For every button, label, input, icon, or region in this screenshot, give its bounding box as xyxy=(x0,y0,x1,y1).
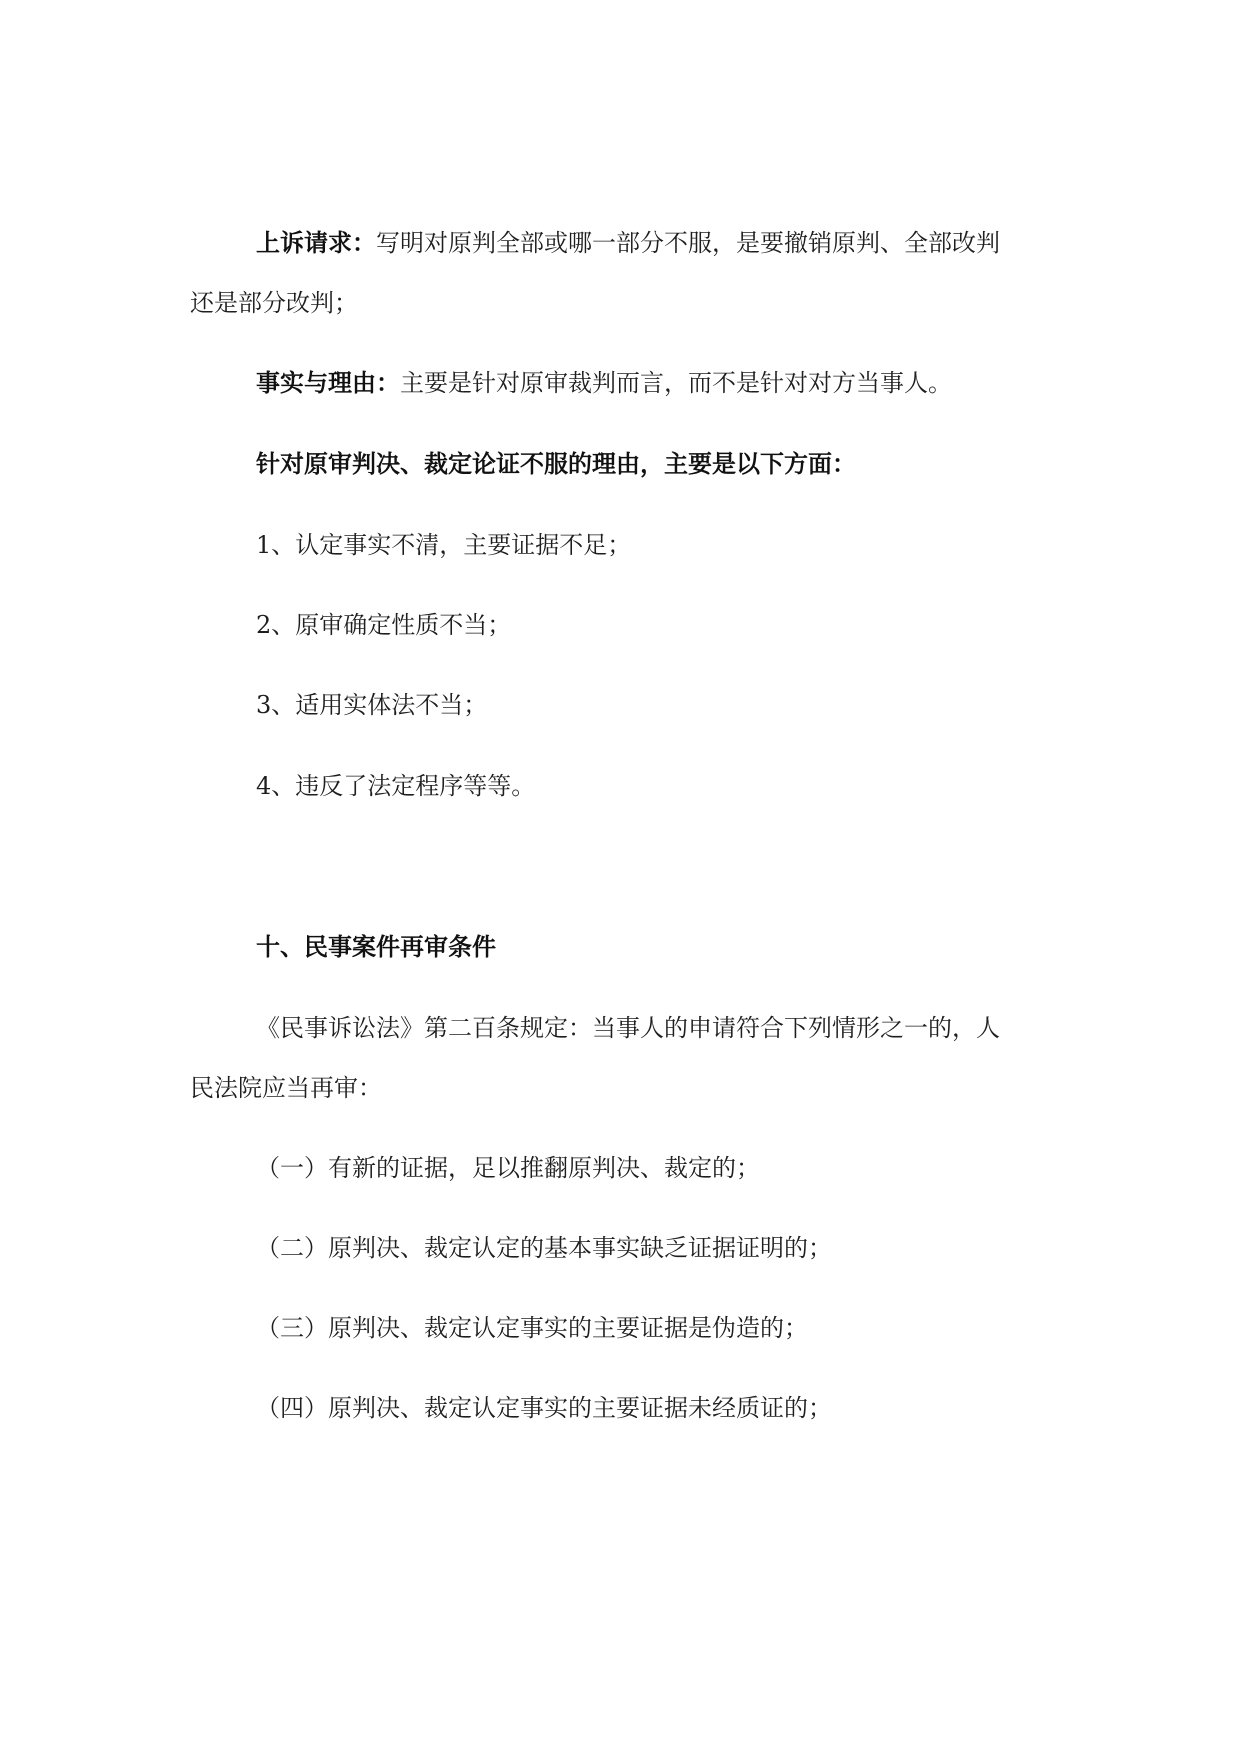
grounds-item-4: 4、违反了法定程序等等。 xyxy=(256,772,536,800)
facts-reasons-label: 事实与理由： xyxy=(256,369,400,397)
facts-reasons-text: 主要是针对原审裁判而言，而不是针对对方当事人。 xyxy=(400,369,952,397)
grounds-item-1: 1、认定事实不清，主要证据不足； xyxy=(256,531,632,559)
condition-item-3: （三）原判决、裁定认定事实的主要证据是伪造的； xyxy=(256,1314,808,1342)
appeal-request-line1 xyxy=(256,226,1000,260)
appeal-request-label: 上诉请求： xyxy=(256,229,376,257)
condition-item-2: （二）原判决、裁定认定的基本事实缺乏证据证明的； xyxy=(256,1234,832,1262)
condition-item-1: （一）有新的证据，足以推翻原判决、裁定的； xyxy=(256,1154,760,1182)
grounds-item-3: 3、适用实体法不当； xyxy=(256,691,488,719)
law-intro-line2: 民法院应当再审： xyxy=(190,1074,382,1102)
grounds-item-2: 2、原审确定性质不当； xyxy=(256,611,512,639)
appeal-request-line2: 还是部分改判； xyxy=(190,289,358,317)
grounds-heading: 针对原审判决、裁定论证不服的理由，主要是以下方面： xyxy=(256,450,856,478)
condition-item-4: （四）原判决、裁定认定事实的主要证据未经质证的； xyxy=(256,1394,832,1422)
appeal-request-text: 写明对原判全部或哪一部分不服，是要撤销原判、全部改判 xyxy=(376,229,1000,257)
section-heading: 十、民事案件再审条件 xyxy=(256,933,496,961)
facts-reasons-paragraph xyxy=(256,366,952,400)
law-intro-line1: 《民事诉讼法》第二百条规定：当事人的申请符合下列情形之一的，人 xyxy=(256,1014,1000,1042)
